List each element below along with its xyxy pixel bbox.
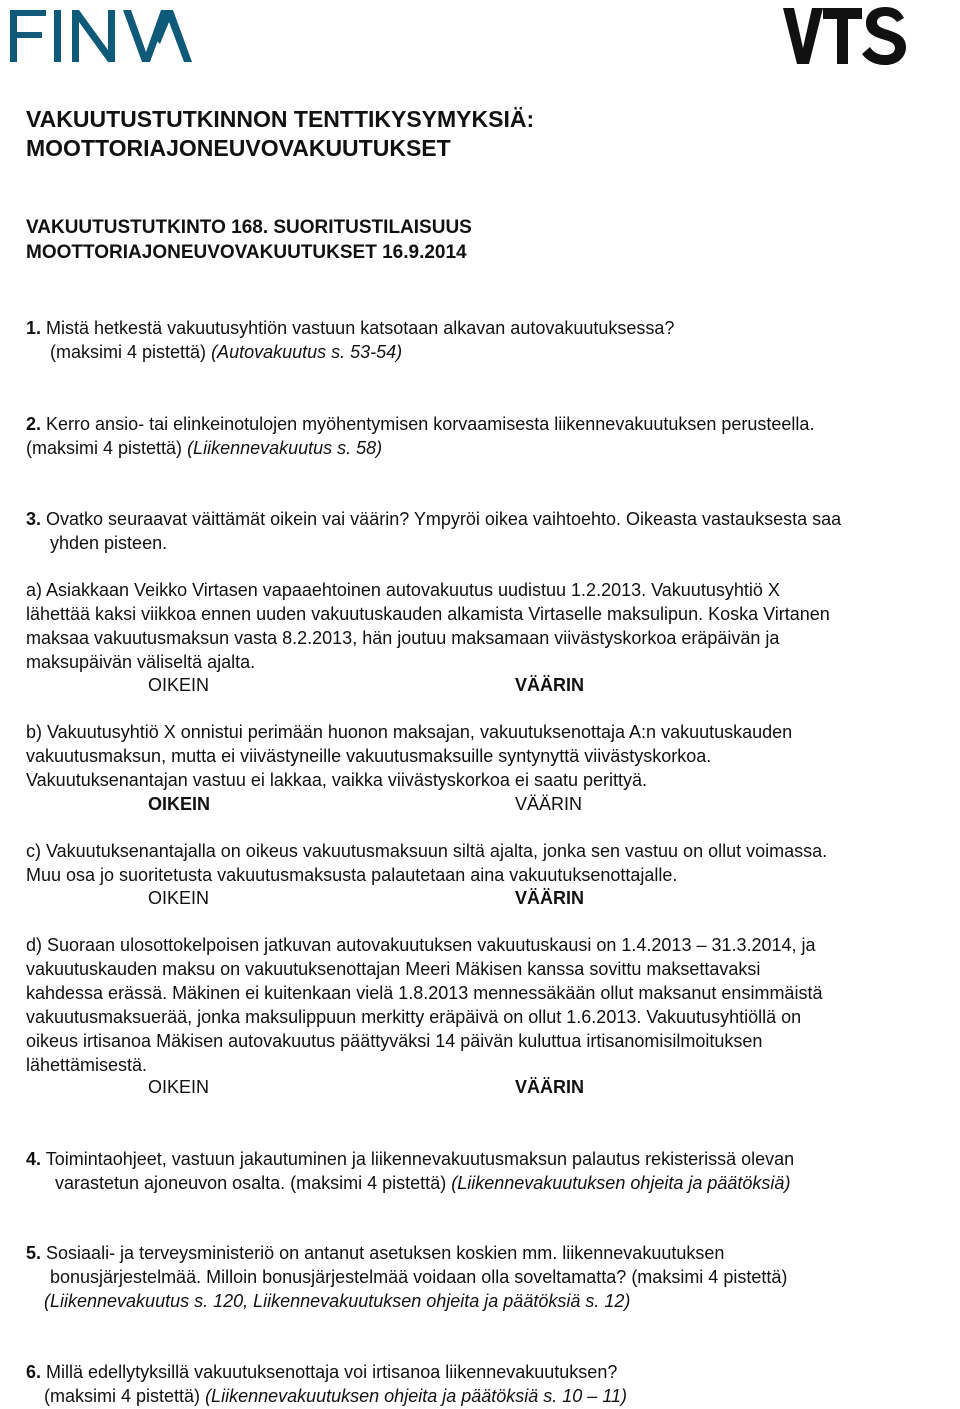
reference: (Autovakuutus s. 53-54) xyxy=(211,342,403,362)
statement-d-line: d) Suoraan ulosottokelpoisen jatkuvan autovakuutuksen vakuutuskausi on 1.4.2013 – 31.3.2014, ja xyxy=(26,935,816,955)
question-text: Sosiaali- ja terveysministeriö on antanut asetuksen koskien mm. liikennevakuutuksen xyxy=(46,1243,725,1263)
question-5-reference: (Liikennevakuutus s. 120, Liikennevakuutuksen ohjeita ja päätöksiä s. 12) xyxy=(44,1291,631,1311)
statement-d-line: vakuutuskauden maksu on vakuutuksenottajan Meeri Mäkisen kanssa sovittu maksettavaksi xyxy=(26,959,761,979)
statement-a-line: a) Asiakkaan Veikko Virtasen vapaaehtoinen autovakuutus uudistuu 1.2.2013. Vakuutusyhtiö X xyxy=(26,580,780,600)
question-number: 4. xyxy=(26,1149,42,1169)
question-1 xyxy=(26,316,674,340)
answer-oikein-b[interactable]: OIKEIN xyxy=(148,794,211,814)
question-6-meta xyxy=(44,1384,627,1408)
question-text: varastetun ajoneuvon osalta. (maksimi 4 pistettä) xyxy=(55,1173,447,1193)
statement-c-line: c) Vakuutuksenantajalla on oikeus vakuutusmaksuun siltä ajalta, jonka sen vastuu on ollut voimassa. xyxy=(26,841,828,861)
question-3-cont: yhden pisteen. xyxy=(50,533,168,553)
question-text: Ovatko seuraavat väittämät oikein vai väärin? Ympyröi oikea vaihtoehto. Oikeasta vastauksesta saa xyxy=(46,509,842,529)
answer-vaarin-c[interactable]: VÄÄRIN xyxy=(515,888,585,908)
exam-subtitle-line-1: VAKUUTUSTUTKINTO 168. SUORITUSTILAISUUS xyxy=(26,217,472,238)
question-2 xyxy=(26,412,814,436)
question-1-meta xyxy=(50,340,402,364)
answer-vaarin-a[interactable]: VÄÄRIN xyxy=(515,675,585,695)
question-5-cont: bonusjärjestelmää. Milloin bonusjärjestelmää voidaan olla soveltamatta? (maksimi 4 pistettä) xyxy=(50,1267,788,1287)
statement-b-line: b) Vakuutusyhtiö X onnistui perimään huonon maksajan, vakuutuksenottaja A:n vakuutuskauden xyxy=(26,722,793,742)
question-5 xyxy=(26,1241,724,1265)
reference: (Liikennevakuutuksen ohjeita ja päätöksiä) xyxy=(451,1173,791,1193)
question-2-meta xyxy=(26,436,382,460)
answer-vaarin-b[interactable]: VÄÄRIN xyxy=(515,794,583,814)
question-3 xyxy=(26,507,841,531)
question-number: 3. xyxy=(26,509,42,529)
statement-a-line: maksaa vakuutusmaksun vasta 8.2.2013, hän joutuu maksamaan viivästyskorkoa eräpäivän ja xyxy=(26,628,780,648)
document-title-line-2: MOOTTORIAJONEUVOVAKUUTUKSET xyxy=(26,135,451,161)
question-4 xyxy=(26,1147,794,1171)
question-6 xyxy=(26,1360,617,1384)
statement-a-line: maksupäivän väliseltä ajalta. xyxy=(26,652,256,672)
statement-d-line: kahdessa erässä. Mäkinen ei kuitenkaan vielä 1.8.2013 mennessäkään ollut maksanut ensimmäistä xyxy=(26,983,823,1003)
statement-d-line: oikeus irtisanoa Mäkisen autovakuutus päättyväksi 14 päivän kuluttua irtisanomisilmoituksen xyxy=(26,1031,763,1051)
points-label: (maksimi 4 pistettä) xyxy=(26,438,183,458)
answer-oikein-d[interactable]: OIKEIN xyxy=(148,1077,210,1097)
statement-c-line: Muu osa jo suoritetusta vakuutusmaksusta palautetaan aina vakuutuksenottajalle. xyxy=(26,865,678,885)
finva-logo xyxy=(8,4,193,64)
question-text: Mistä hetkestä vakuutusyhtiön vastuun katsotaan alkavan autovakuutuksessa? xyxy=(46,318,675,338)
question-text: Millä edellytyksillä vakuutuksenottaja voi irtisanoa liikennevakuutuksen? xyxy=(46,1362,618,1382)
question-number: 5. xyxy=(26,1243,42,1263)
statement-d-line: vakuutusmaksuerää, jonka maksulippuun merkitty eräpäivä on ollut 1.6.2013. Vakuutusyhtiöllä on xyxy=(26,1007,802,1027)
question-text: Toimintaohjeet, vastuun jakautuminen ja liikennevakuutusmaksun palautus rekisterissä olevan xyxy=(45,1149,795,1169)
statement-b-line: vakuutusmaksun, mutta ei viivästyneille vakuutusmaksuille syntynyttä viivästyskorkoa. xyxy=(26,746,712,766)
points-label: (maksimi 4 pistettä) xyxy=(50,342,207,362)
statement-b-line: Vakuutuksenantajan vastuu ei lakkaa, vaikka viivästyskorkoa ei saatu perittyä. xyxy=(26,770,647,790)
question-4-cont xyxy=(55,1171,790,1195)
question-number: 6. xyxy=(26,1362,42,1382)
question-number: 1. xyxy=(26,318,42,338)
points-label: (maksimi 4 pistettä) xyxy=(44,1386,201,1406)
vts-logo xyxy=(782,4,908,66)
answer-oikein-c[interactable]: OIKEIN xyxy=(148,888,210,908)
answer-oikein-a[interactable]: OIKEIN xyxy=(148,675,210,695)
question-text: Kerro ansio- tai elinkeinotulojen myöhentymisen korvaamisesta liikennevakuutuksen perusteella. xyxy=(46,414,815,434)
reference: (Liikennevakuutus s. 58) xyxy=(187,438,383,458)
answer-vaarin-d[interactable]: VÄÄRIN xyxy=(515,1077,585,1097)
statement-d-line: lähettämisestä. xyxy=(26,1055,148,1075)
document-title-line-1: VAKUUTUSTUTKINNON TENTTIKYSYMYKSIÄ: xyxy=(26,106,535,132)
statement-a-line: lähettää kaksi viikkoa ennen uuden vakuutuskauden alkamista Virtaselle maksulipun. Koska Virtanen xyxy=(26,604,830,624)
question-number: 2. xyxy=(26,414,42,434)
exam-subtitle-line-2: MOOTTORIAJONEUVOVAKUUTUKSET 16.9.2014 xyxy=(26,242,467,263)
reference: (Liikennevakuutuksen ohjeita ja päätöksiä s. 10 – 11) xyxy=(205,1386,627,1406)
